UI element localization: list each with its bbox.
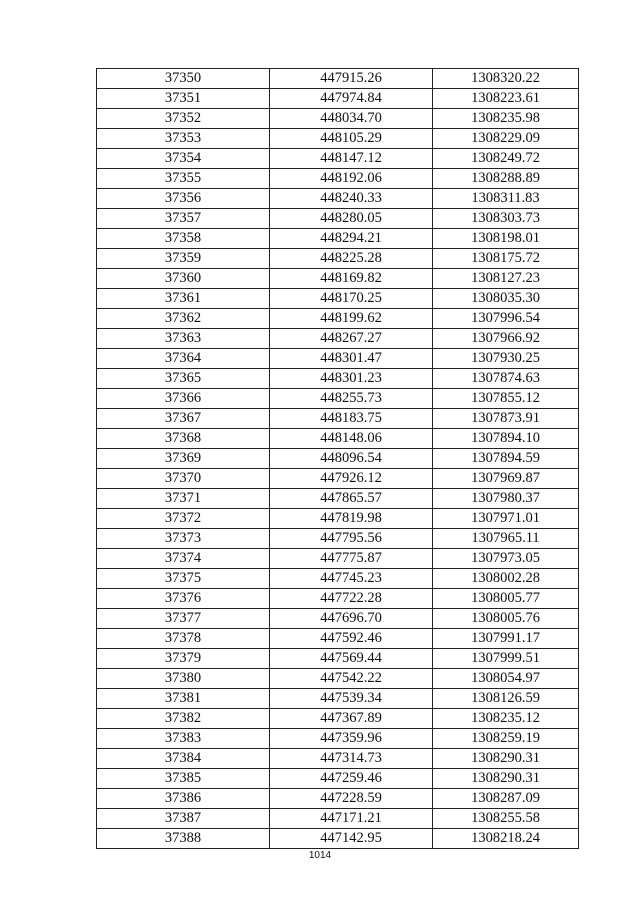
point-id-cell: 37372: [97, 509, 270, 529]
point-id-cell: 37354: [97, 149, 270, 169]
point-id-cell: 37356: [97, 189, 270, 209]
point-id-cell: 37366: [97, 389, 270, 409]
point-id-cell: 37360: [97, 269, 270, 289]
table-row: [97, 369, 579, 389]
y-coordinate-cell: 1307999.51: [433, 649, 579, 669]
x-coordinate-cell: 448301.23: [270, 369, 433, 389]
x-coordinate-cell: 447359.96: [270, 729, 433, 749]
table-row: [97, 69, 579, 89]
point-id-cell: 37383: [97, 729, 270, 749]
point-id-cell: 37376: [97, 589, 270, 609]
x-coordinate-cell: 447696.70: [270, 609, 433, 629]
table-row: [97, 589, 579, 609]
y-coordinate-cell: 1308035.30: [433, 289, 579, 309]
y-coordinate-cell: 1307971.01: [433, 509, 579, 529]
table-row: [97, 89, 579, 109]
table-row: [97, 129, 579, 149]
point-id-cell: 37378: [97, 629, 270, 649]
x-coordinate-cell: 447171.21: [270, 809, 433, 829]
x-coordinate-cell: 447795.56: [270, 529, 433, 549]
table-row: [97, 709, 579, 729]
y-coordinate-cell: 1308127.23: [433, 269, 579, 289]
y-coordinate-cell: 1308235.12: [433, 709, 579, 729]
table-row: [97, 389, 579, 409]
point-id-cell: 37377: [97, 609, 270, 629]
x-coordinate-cell: 447722.28: [270, 589, 433, 609]
y-coordinate-cell: 1308229.09: [433, 129, 579, 149]
x-coordinate-cell: 448105.29: [270, 129, 433, 149]
table-row: [97, 789, 579, 809]
x-coordinate-cell: 447228.59: [270, 789, 433, 809]
point-id-cell: 37371: [97, 489, 270, 509]
point-id-cell: 37380: [97, 669, 270, 689]
y-coordinate-cell: 1308054.97: [433, 669, 579, 689]
point-id-cell: 37386: [97, 789, 270, 809]
x-coordinate-cell: 447865.57: [270, 489, 433, 509]
y-coordinate-cell: 1308005.77: [433, 589, 579, 609]
y-coordinate-cell: 1308320.22: [433, 69, 579, 89]
x-coordinate-cell: 448183.75: [270, 409, 433, 429]
y-coordinate-cell: 1308218.24: [433, 829, 579, 849]
y-coordinate-cell: 1307874.63: [433, 369, 579, 389]
point-id-cell: 37384: [97, 749, 270, 769]
table-row: [97, 669, 579, 689]
y-coordinate-cell: 1308287.09: [433, 789, 579, 809]
coordinates-table-body: [97, 69, 579, 849]
x-coordinate-cell: 447775.87: [270, 549, 433, 569]
point-id-cell: 37369: [97, 449, 270, 469]
x-coordinate-cell: 448147.12: [270, 149, 433, 169]
x-coordinate-cell: 447259.46: [270, 769, 433, 789]
x-coordinate-cell: 448199.62: [270, 309, 433, 329]
point-id-cell: 37352: [97, 109, 270, 129]
point-id-cell: 37381: [97, 689, 270, 709]
x-coordinate-cell: 447745.23: [270, 569, 433, 589]
point-id-cell: 37373: [97, 529, 270, 549]
x-coordinate-cell: 447974.84: [270, 89, 433, 109]
table-row: [97, 689, 579, 709]
table-row: [97, 429, 579, 449]
point-id-cell: 37364: [97, 349, 270, 369]
x-coordinate-cell: 448148.06: [270, 429, 433, 449]
table-row: [97, 749, 579, 769]
table-row: [97, 109, 579, 129]
point-id-cell: 37355: [97, 169, 270, 189]
point-id-cell: 37370: [97, 469, 270, 489]
y-coordinate-cell: 1308005.76: [433, 609, 579, 629]
x-coordinate-cell: 447915.26: [270, 69, 433, 89]
point-id-cell: 37374: [97, 549, 270, 569]
x-coordinate-cell: 448267.27: [270, 329, 433, 349]
x-coordinate-cell: 448192.06: [270, 169, 433, 189]
y-coordinate-cell: 1308255.58: [433, 809, 579, 829]
point-id-cell: 37375: [97, 569, 270, 589]
y-coordinate-cell: 1308126.59: [433, 689, 579, 709]
x-coordinate-cell: 447592.46: [270, 629, 433, 649]
table-row: [97, 229, 579, 249]
x-coordinate-cell: 448225.28: [270, 249, 433, 269]
x-coordinate-cell: 448169.82: [270, 269, 433, 289]
y-coordinate-cell: 1308002.28: [433, 569, 579, 589]
table-row: [97, 729, 579, 749]
page-number: 1014: [308, 850, 332, 861]
y-coordinate-cell: 1308290.31: [433, 769, 579, 789]
y-coordinate-cell: 1308223.61: [433, 89, 579, 109]
table-row: [97, 609, 579, 629]
table-row: [97, 309, 579, 329]
point-id-cell: 37353: [97, 129, 270, 149]
x-coordinate-cell: 448034.70: [270, 109, 433, 129]
x-coordinate-cell: 448301.47: [270, 349, 433, 369]
point-id-cell: 37367: [97, 409, 270, 429]
table-row: [97, 629, 579, 649]
y-coordinate-cell: 1308175.72: [433, 249, 579, 269]
x-coordinate-cell: 447367.89: [270, 709, 433, 729]
point-id-cell: 37387: [97, 809, 270, 829]
point-id-cell: 37361: [97, 289, 270, 309]
y-coordinate-cell: 1307965.11: [433, 529, 579, 549]
y-coordinate-cell: 1307873.91: [433, 409, 579, 429]
table-row: [97, 269, 579, 289]
y-coordinate-cell: 1308249.72: [433, 149, 579, 169]
table-row: [97, 289, 579, 309]
point-id-cell: 37368: [97, 429, 270, 449]
point-id-cell: 37388: [97, 829, 270, 849]
y-coordinate-cell: 1308303.73: [433, 209, 579, 229]
y-coordinate-cell: 1307855.12: [433, 389, 579, 409]
x-coordinate-cell: 447539.34: [270, 689, 433, 709]
y-coordinate-cell: 1307991.17: [433, 629, 579, 649]
x-coordinate-cell: 447542.22: [270, 669, 433, 689]
table-row: [97, 449, 579, 469]
y-coordinate-cell: 1308259.19: [433, 729, 579, 749]
table-row: [97, 509, 579, 529]
table-row: [97, 649, 579, 669]
y-coordinate-cell: 1307930.25: [433, 349, 579, 369]
table-row: [97, 529, 579, 549]
point-id-cell: 37365: [97, 369, 270, 389]
table-row: [97, 769, 579, 789]
point-id-cell: 37351: [97, 89, 270, 109]
table-row: [97, 189, 579, 209]
table-row: [97, 409, 579, 429]
y-coordinate-cell: 1307973.05: [433, 549, 579, 569]
point-id-cell: 37385: [97, 769, 270, 789]
y-coordinate-cell: 1308235.98: [433, 109, 579, 129]
table-row: [97, 469, 579, 489]
table-row: [97, 489, 579, 509]
table-row: [97, 249, 579, 269]
x-coordinate-cell: 448240.33: [270, 189, 433, 209]
y-coordinate-cell: 1308311.83: [433, 189, 579, 209]
point-id-cell: 37379: [97, 649, 270, 669]
x-coordinate-cell: 447142.95: [270, 829, 433, 849]
point-id-cell: 37357: [97, 209, 270, 229]
x-coordinate-cell: 447819.98: [270, 509, 433, 529]
table-row: [97, 149, 579, 169]
table-row: [97, 569, 579, 589]
y-coordinate-cell: 1308290.31: [433, 749, 579, 769]
x-coordinate-cell: 448170.25: [270, 289, 433, 309]
x-coordinate-cell: 448255.73: [270, 389, 433, 409]
y-coordinate-cell: 1307996.54: [433, 309, 579, 329]
table-row: [97, 549, 579, 569]
table-row: [97, 809, 579, 829]
y-coordinate-cell: 1307966.92: [433, 329, 579, 349]
table-row: [97, 349, 579, 369]
point-id-cell: 37359: [97, 249, 270, 269]
x-coordinate-cell: 447314.73: [270, 749, 433, 769]
x-coordinate-cell: 448280.05: [270, 209, 433, 229]
y-coordinate-cell: 1308198.01: [433, 229, 579, 249]
y-coordinate-cell: 1308288.89: [433, 169, 579, 189]
x-coordinate-cell: 447926.12: [270, 469, 433, 489]
y-coordinate-cell: 1307969.87: [433, 469, 579, 489]
point-id-cell: 37358: [97, 229, 270, 249]
x-coordinate-cell: 448294.21: [270, 229, 433, 249]
point-id-cell: 37382: [97, 709, 270, 729]
point-id-cell: 37362: [97, 309, 270, 329]
x-coordinate-cell: 447569.44: [270, 649, 433, 669]
coordinates-table: [96, 68, 579, 849]
table-row: [97, 329, 579, 349]
point-id-cell: 37363: [97, 329, 270, 349]
table-row: [97, 209, 579, 229]
y-coordinate-cell: 1307980.37: [433, 489, 579, 509]
y-coordinate-cell: 1307894.10: [433, 429, 579, 449]
table-row: [97, 169, 579, 189]
y-coordinate-cell: 1307894.59: [433, 449, 579, 469]
point-id-cell: 37350: [97, 69, 270, 89]
x-coordinate-cell: 448096.54: [270, 449, 433, 469]
table-row: [97, 829, 579, 849]
